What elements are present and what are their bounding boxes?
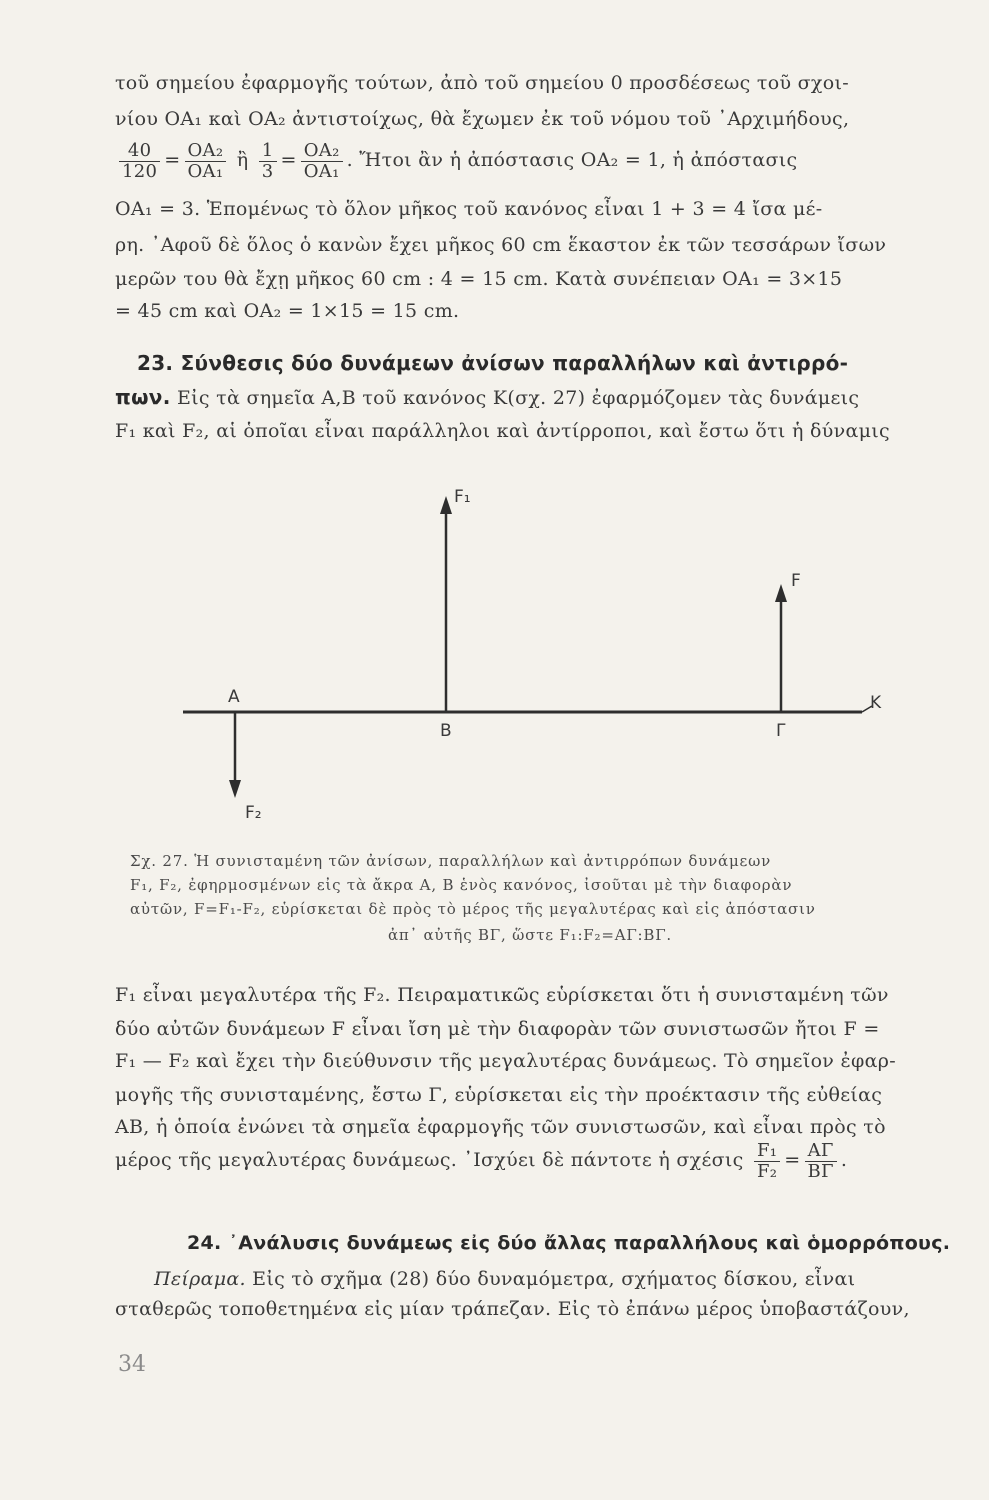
- text-line-6: μερῶν του θὰ ἔχῃ μῆκος 60 cm : 4 = 15 cm. Κατὰ συνέπειαν ΟΑ₁ = 3×15: [115, 268, 843, 290]
- text-line-9-rest: Εἰς τὰ σημεῖα Α,Β τοῦ κανόνος Κ(σχ. 27) ἐφαρμόζομεν τὰς δυνάμεις: [170, 387, 860, 409]
- fraction-numerator: 1: [259, 141, 277, 162]
- figure-27-diagram: [0, 470, 989, 870]
- fraction-numerator: ΑΓ: [805, 1141, 837, 1162]
- figure-caption-line-2: F₁, F₂, ἐφηρμοσμένων εἰς τὰ ἄκρα Α, Β ἑνὸς κανόνος, ἰσοῦται μὲ τὴν διαφορὰν: [130, 876, 793, 894]
- experiment-label: Πείραμα.: [154, 1268, 246, 1290]
- label-k: K: [870, 693, 882, 713]
- text-line-4: ΟΑ₁ = 3. Ἑπομένως τὸ ὅλον μῆκος τοῦ κανόνος εἶναι 1 + 3 = 4 ἴσα μέ-: [115, 198, 823, 220]
- label-f: F: [791, 571, 801, 591]
- text-line-7: = 45 cm καὶ ΟΑ₂ = 1×15 = 15 cm.: [115, 300, 460, 322]
- or-word: ἢ: [236, 149, 249, 171]
- text-line-19: σταθερῶς τοποθετημένα εἰς μίαν τράπεζαν. Εἰς τὸ ἐπάνω μέρος ὑποβαστάζουν,: [115, 1298, 910, 1320]
- force-f1-arrowhead: [440, 496, 452, 514]
- fraction-numerator: ΟΑ₂: [185, 141, 227, 162]
- text-line-5: ρη. ᾿Αφοῦ δὲ ὅλος ὁ κανὼν ἔχει μῆκος 60 cm ἕκαστον ἐκ τῶν τεσσάρων ἴσων: [115, 234, 887, 256]
- text-line-11: F₁ εἶναι μεγαλυτέρα τῆς F₂. Πειραματικῶς εὑρίσκεται ὅτι ἡ συνισταμένη τῶν: [115, 984, 889, 1006]
- equals-sign: =: [784, 1149, 801, 1171]
- text-line-16-body: μέρος τῆς μεγαλυτέρας δυνάμεως. ᾿Ισχύει δὲ πάντοτε ἡ σχέσις: [115, 1149, 744, 1171]
- fraction-numerator: F₁: [754, 1141, 780, 1162]
- label-b: B: [440, 721, 452, 741]
- label-a: A: [228, 687, 240, 707]
- page-number: 34: [118, 1352, 146, 1377]
- text-line-14: μογῆς τῆς συνισταμένης, ἔστω Γ, εὑρίσκεται εἰς τὴν προέκτασιν τῆς εὐθείας: [115, 1084, 883, 1106]
- fraction-denominator: ΟΑ₁: [303, 160, 340, 182]
- text-line-12: δύο αὐτῶν δυνάμεων F εἶναι ἴση μὲ τὴν διαφορὰν τῶν συνιστωσῶν ἤτοι F =: [115, 1018, 880, 1040]
- fraction-1-3: [259, 141, 277, 182]
- text-line-15: ΑΒ, ἡ ὁποία ἑνώνει τὰ σημεῖα ἐφαρμογῆς τῶν συνιστωσῶν, καὶ εἶναι πρὸς τὸ: [115, 1116, 886, 1138]
- figure-caption-line-1: Σχ. 27. Ἡ συνισταμένη τῶν ἀνίσων, παραλλήλων καὶ ἀντιρρόπων δυνάμεων: [130, 852, 772, 870]
- force-f-arrowhead: [775, 584, 787, 602]
- text-line-16: [115, 1140, 945, 1188]
- heading-continuation: πων.: [115, 385, 171, 409]
- equals-sign: =: [280, 149, 297, 171]
- equals-sign: =: [164, 149, 181, 171]
- fraction-oa2-oa1: [185, 141, 227, 182]
- fraction-denominator: ΒΓ: [807, 1160, 834, 1182]
- fraction-numerator: 40: [119, 141, 160, 162]
- text-line-13: F₁ — F₂ καὶ ἔχει τὴν διεύθυνσιν τῆς μεγαλυτέρας δυνάμεως. Τὸ σημεῖον ἐφαρ-: [115, 1050, 896, 1072]
- period: .: [840, 1149, 848, 1171]
- fraction-40-120: [119, 141, 160, 182]
- fraction-denominator: ΟΑ₁: [187, 160, 224, 182]
- text-line-10: F₁ καὶ F₂, αἱ ὁποῖαι εἶναι παράλληλοι καὶ ἀντίρροποι, καὶ ἔστω ὅτι ἡ δύναμις: [115, 420, 890, 442]
- fraction-oa2-oa1-b: [301, 141, 343, 182]
- label-f1: F₁: [454, 487, 471, 507]
- label-gamma: Γ: [776, 721, 786, 741]
- equation-line: [115, 140, 945, 184]
- figure-caption-line-3: αὐτῶν, F=F₁-F₂, εὑρίσκεται δὲ πρὸς τὸ μέρος τῆς μεγαλυτέρας καὶ εἰς ἀπόστασιν: [130, 900, 816, 918]
- equation-rest: . Ἤτοι ἂν ἡ ἀπόστασις ΟΑ₂ = 1, ἡ ἀπόστασις: [346, 149, 798, 171]
- force-f2-arrowhead: [229, 780, 241, 798]
- fraction-numerator: ΟΑ₂: [301, 141, 343, 162]
- fraction-denominator: F₂: [756, 1160, 778, 1182]
- section-23-heading: 23. Σύνθεσις δύο δυνάμεων ἀνίσων παραλλήλων καὶ ἀντιρρό-: [137, 351, 849, 375]
- text-line-18-rest: Εἰς τὸ σχῆμα (28) δύο δυναμόμετρα, σχήματος δίσκου, εἶναι: [245, 1268, 856, 1290]
- text-line-18: [154, 1264, 944, 1294]
- fraction-f1-f2: [754, 1141, 780, 1182]
- fraction-denominator: 3: [261, 160, 274, 182]
- text-line-9: [115, 382, 945, 413]
- fraction-ag-bg: [805, 1141, 837, 1182]
- text-line-1: τοῦ σημείου ἐφαρμογῆς τούτων, ἀπὸ τοῦ σημείου 0 προσδέσεως τοῦ σχοι-: [115, 72, 849, 94]
- section-24-heading: 24. ᾿Ανάλυσις δυνάμεως εἰς δύο ἄλλας παραλλήλους καὶ ὁμορρόπους.: [187, 1232, 951, 1254]
- label-f2: F₂: [245, 803, 262, 823]
- fraction-denominator: 120: [122, 160, 158, 182]
- figure-caption-line-4: ἀπ᾿ αὐτῆς ΒΓ, ὥστε F₁:F₂=ΑΓ:ΒΓ.: [388, 926, 672, 944]
- text-line-2: νίου ΟΑ₁ καὶ ΟΑ₂ ἀντιστοίχως, θὰ ἔχωμεν ἐκ τοῦ νόμου τοῦ ᾿Αρχιμήδους,: [115, 108, 850, 130]
